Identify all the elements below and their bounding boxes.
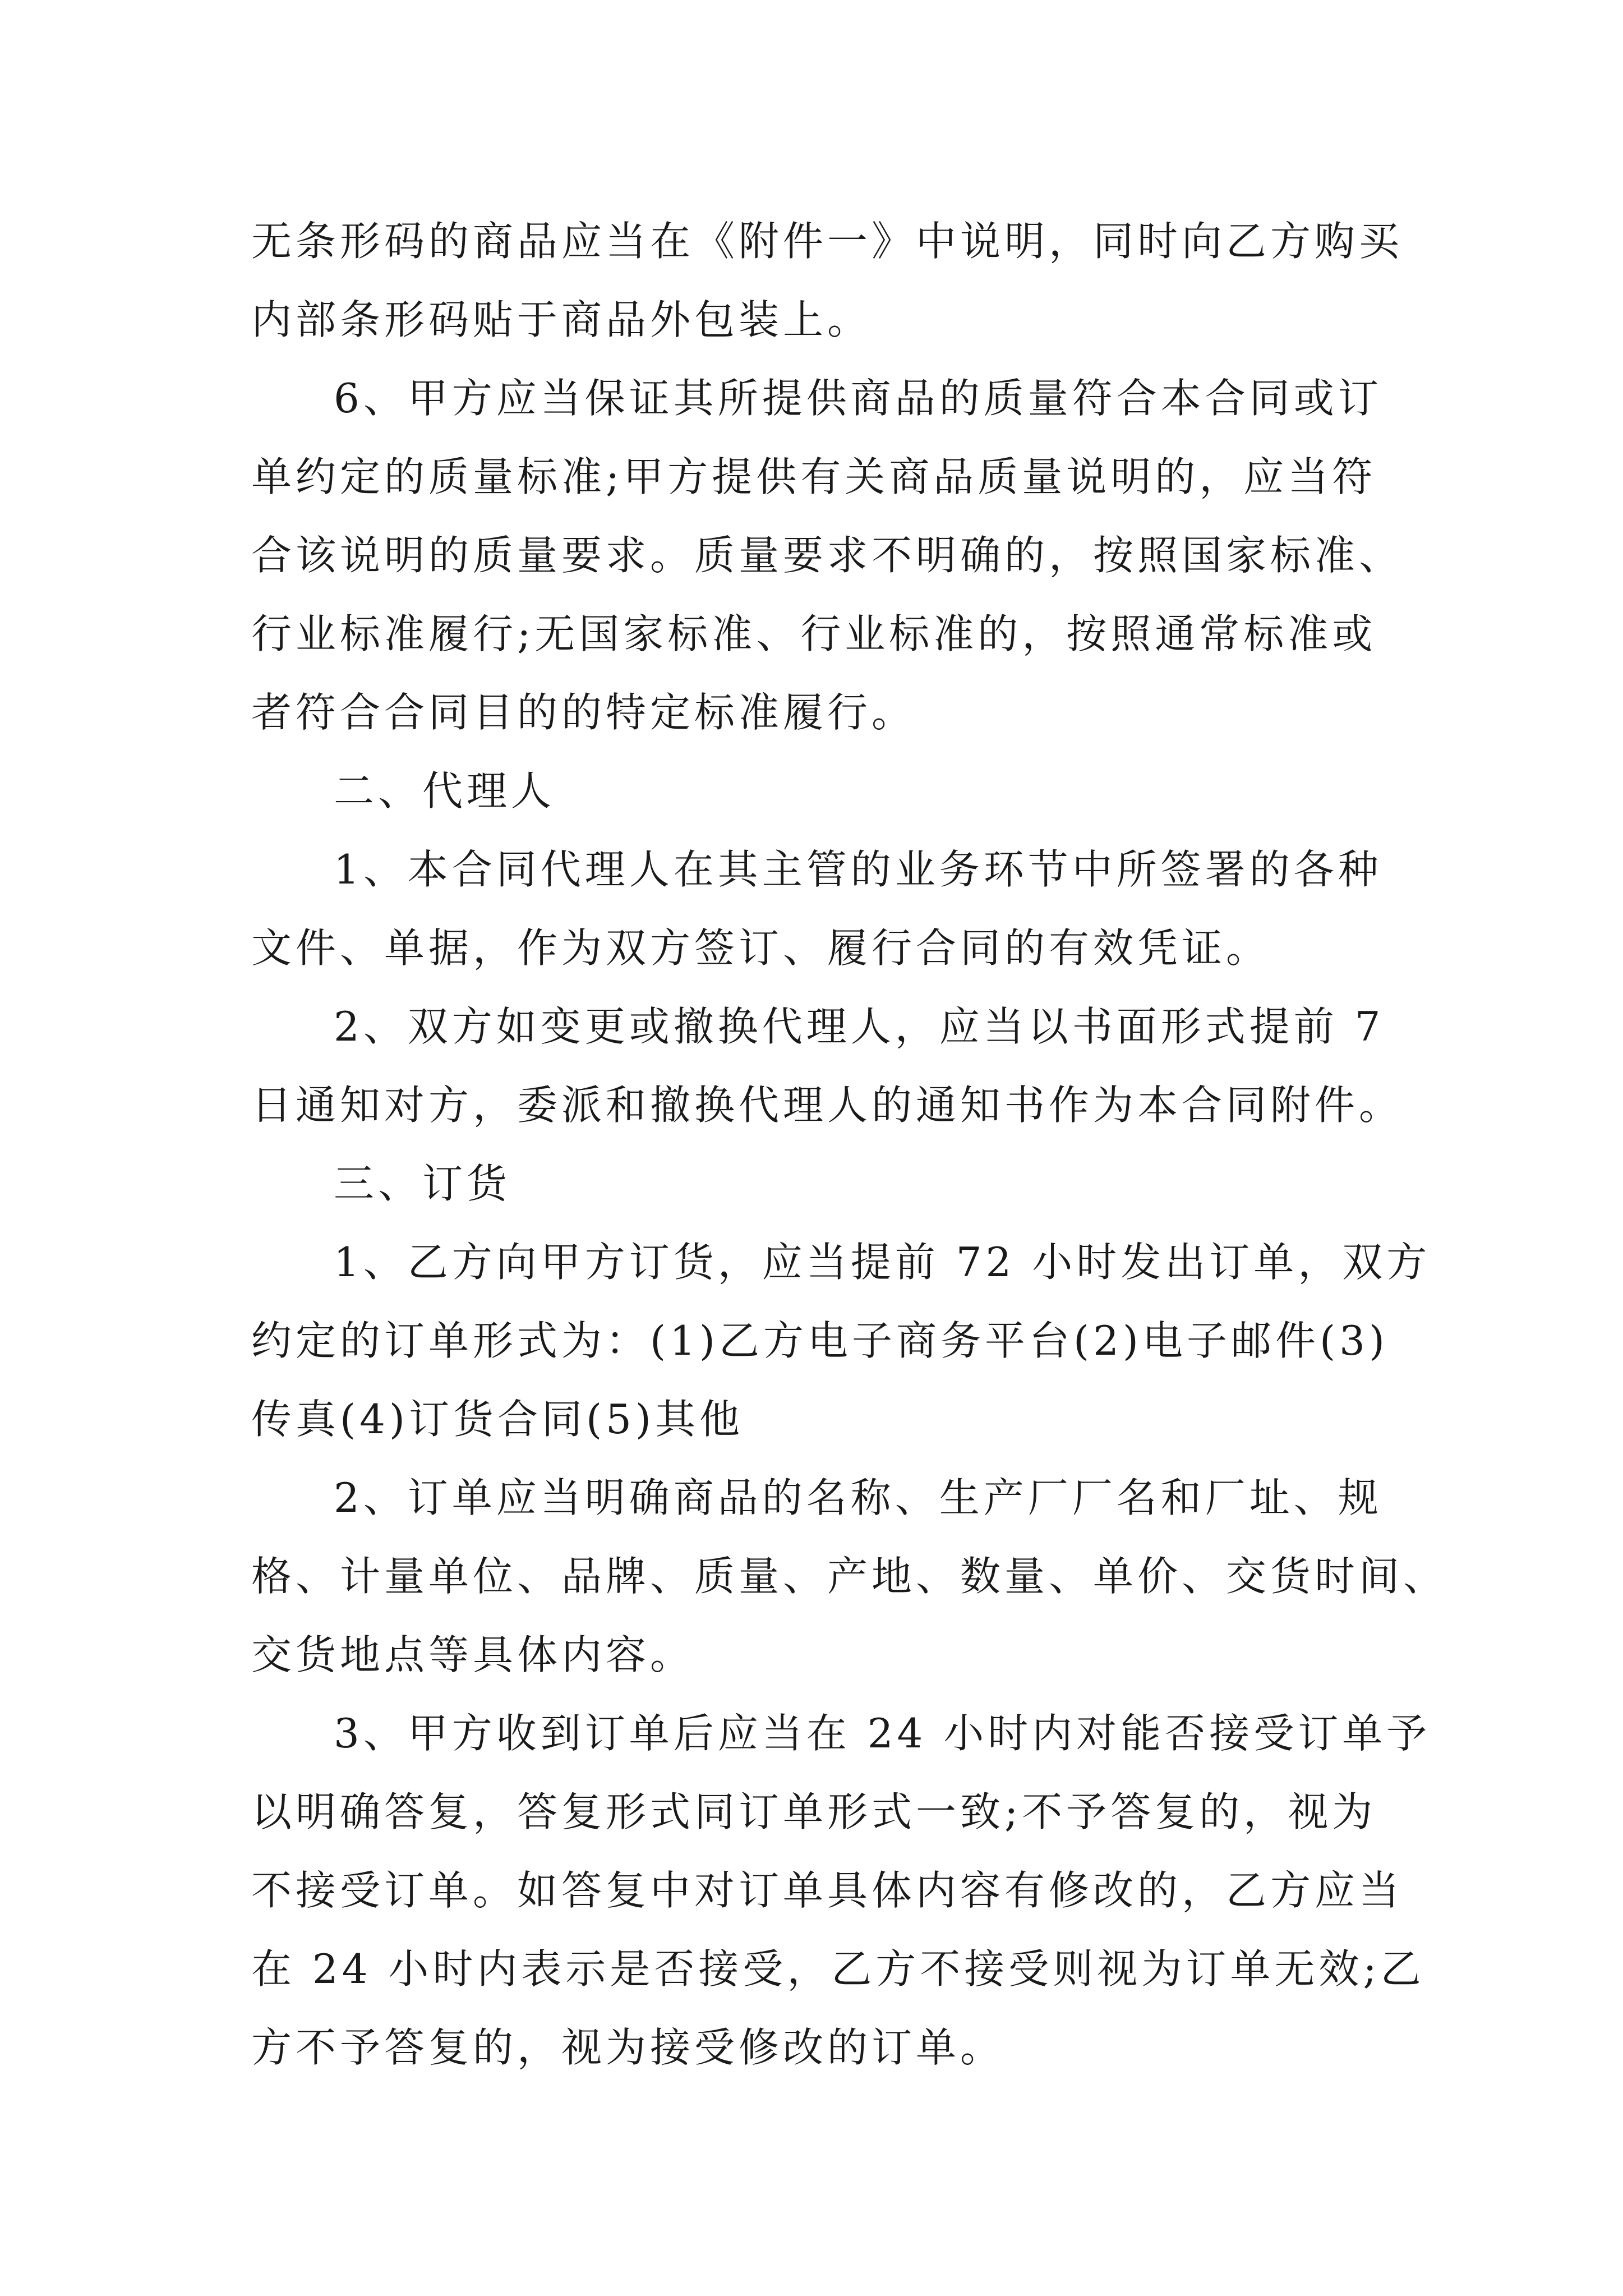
paragraph-line: 合该说明的质量要求。质量要求不明确的，按照国家标准、 bbox=[251, 532, 1404, 579]
paragraph-line: 6、甲方应当保证其所提供商品的质量符合本合同或订 bbox=[334, 375, 1382, 422]
paragraph-line: 2、双方如变更或撤换代理人，应当以书面形式提前 7 bbox=[334, 1003, 1385, 1050]
paragraph-line: 方不予答复的，视为接受修改的订单。 bbox=[251, 2024, 1005, 2071]
paragraph-line: 1、本合同代理人在其主管的业务环节中所签署的各种 bbox=[334, 846, 1382, 893]
paragraph-line: 不接受订单。如答复中对订单具体内容有修改的，乙方应当 bbox=[251, 1867, 1404, 1914]
paragraph-line: 单约定的质量标准;甲方提供有关商品质量说明的，应当符 bbox=[251, 453, 1377, 500]
paragraph-line: 1、乙方向甲方订货，应当提前 72 小时发出订单，双方 bbox=[334, 1239, 1431, 1286]
paragraph-line: 以明确答复，答复形式同订单形式一致;不予答复的，视为 bbox=[251, 1788, 1377, 1835]
section-heading: 三、订货 bbox=[334, 1160, 511, 1207]
paragraph-line: 2、订单应当明确商品的名称、生产厂厂名和厂址、规 bbox=[334, 1474, 1382, 1521]
paragraph-line: 文件、单据，作为双方签订、履行合同的有效凭证。 bbox=[251, 924, 1271, 972]
paragraph-line: 3、甲方收到订单后应当在 24 小时内对能否接受订单予 bbox=[334, 1710, 1431, 1757]
paragraph-line: 交货地点等具体内容。 bbox=[251, 1631, 695, 1678]
paragraph-line: 传真(4)订货合同(5)其他 bbox=[251, 1396, 744, 1443]
paragraph-line: 日通知对方，委派和撤换代理人的通知书作为本合同附件。 bbox=[251, 1082, 1404, 1129]
paragraph-line: 在 24 小时内表示是否接受，乙方不接受则视为订单无效;乙 bbox=[251, 1945, 1425, 1993]
section-heading: 二、代理人 bbox=[334, 767, 556, 815]
paragraph-line: 无条形码的商品应当在《附件一》中说明，同时向乙方购买 bbox=[251, 218, 1404, 265]
paragraph-line: 者符合合同目的的特定标准履行。 bbox=[251, 689, 916, 736]
paragraph-line: 约定的订单形式为：(1)乙方电子商务平台(2)电子邮件(3) bbox=[251, 1317, 1389, 1364]
paragraph-line: 行业标准履行;无国家标准、行业标准的，按照通常标准或 bbox=[251, 610, 1377, 657]
paragraph-line: 内部条形码贴于商品外包装上。 bbox=[251, 296, 872, 343]
paragraph-line: 格、计量单位、品牌、质量、产地、数量、单价、交货时间、 bbox=[251, 1553, 1448, 1600]
